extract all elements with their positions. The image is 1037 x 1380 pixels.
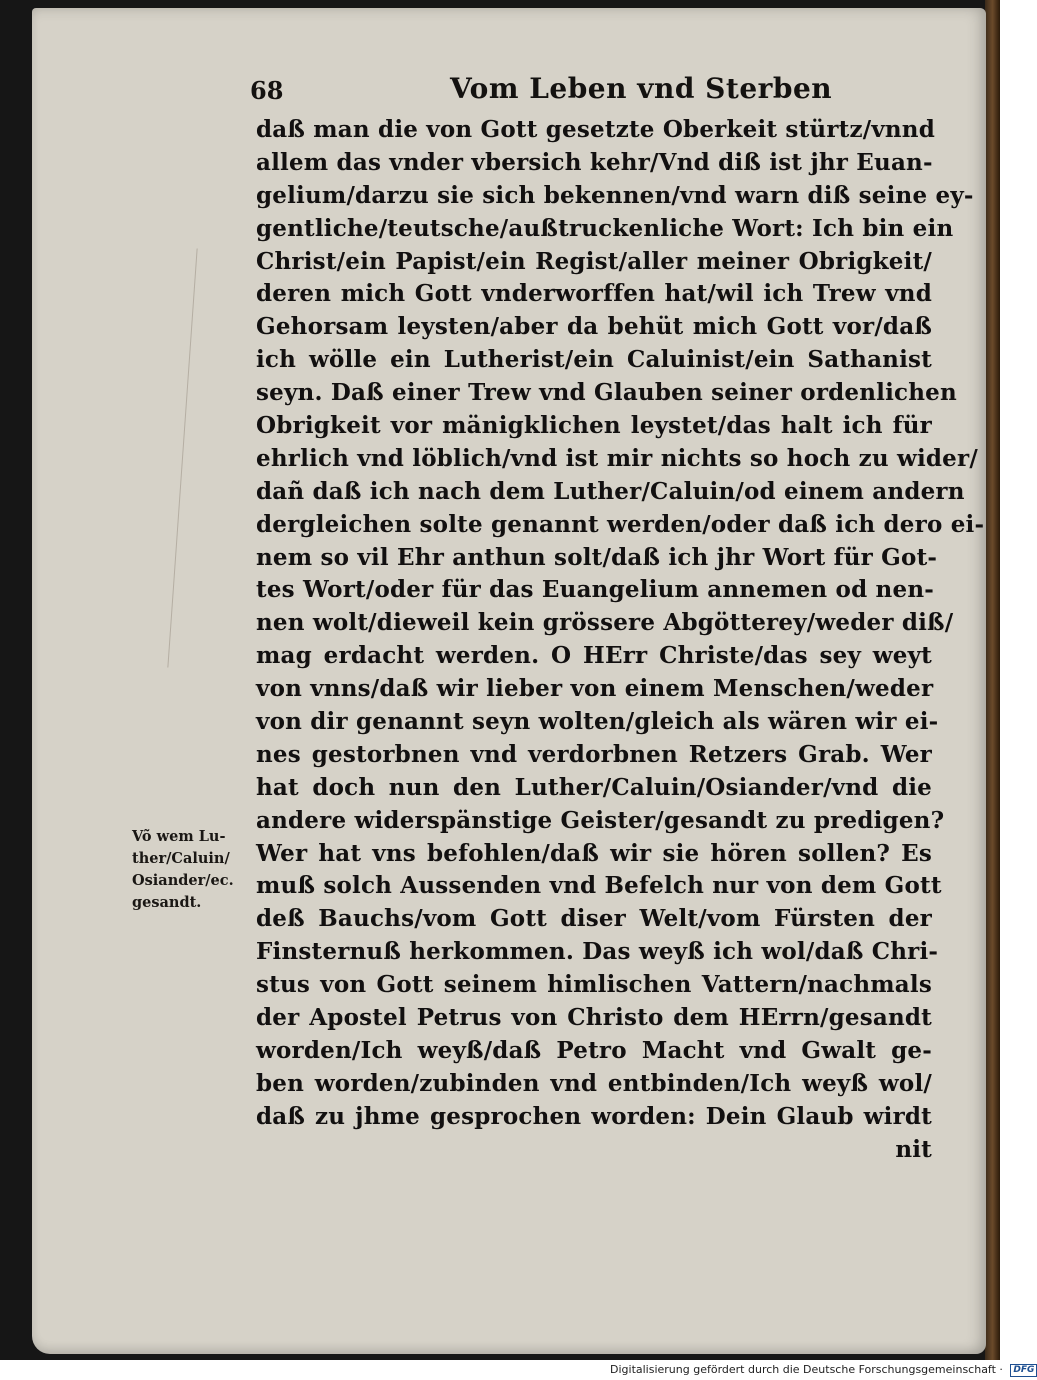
text-line: nen wolt/dieweil kein grössere Abgötterey/weder diß/ [256,609,954,637]
marginal-note [132,826,260,914]
digitization-credit [610,1362,1035,1378]
text-line: allem das vnder vbersich kehr/Vnd diß ist jhr Euan- [256,148,933,176]
page-header [250,72,940,112]
text-line: stus von Gott seinem himlischen Vattern/nachmals [256,971,932,999]
text-line: gelium/darzu sie sich bekennen/vnd warn diß seine ey- [256,181,974,209]
text-line: mag erdacht werden. O HErr Christe/das sey weyt [256,642,932,670]
credit-text: Digitalisierung gefördert durch die Deutsche Forschungsgemeinschaft · [610,1363,1003,1376]
text-line: muß solch Aussenden vnd Befelch nur von dem Gott [256,872,942,900]
text-line: dergleichen solte genannt werden/oder daß ich dero ei- [256,510,985,538]
marginal-note-line: gesandt. [132,894,202,911]
text-line: Finsternuß herkommen. Das weyß ich wol/daß Chri- [256,938,939,966]
text-line: Obrigkeit vor mänigklichen leystet/das halt ich für [256,412,932,440]
text-line: dañ daß ich nach dem Luther/Caluin/od einem andern [256,477,965,505]
marginal-note-line: Võ wem Lu- [132,828,226,845]
main-text-block [256,114,985,1167]
text-line: ehrlich vnd löblich/vnd ist mir nichts so hoch zu wider/ [256,444,978,472]
marginal-note-line: Osiander/ec. [132,872,234,889]
page-number: 68 [250,76,284,105]
marginal-note-line: ther/Caluin/ [132,850,230,867]
text-line: andere widerspänstige Geister/gesandt zu predigen? [256,806,945,834]
text-line: ich wölle ein Lutherist/ein Caluinist/ein Sathanist [256,346,932,374]
text-line: tes Wort/oder für das Euangelium annemen od nen- [256,576,934,604]
text-line: deren mich Gott vnderworffen hat/wil ich Trew vnd [256,280,932,308]
text-line: nem so vil Ehr anthun solt/daß ich jhr Wort für Got- [256,543,938,571]
text-line: nes gestorbnen vnd verdorbnen Retzers Grab. Wer [256,740,932,768]
text-line: hat doch nun den Luther/Caluin/Osiander/vnd die [256,773,932,801]
dfg-logo-icon: DFG [1010,1364,1037,1377]
text-line: von vnns/daß wir lieber von einem Menschen/weder [256,675,934,703]
text-line: worden/Ich weyß/daß Petro Macht vnd Gwalt ge- [256,1036,932,1064]
book-spine-edge [985,0,1000,1360]
page-crease [167,248,197,667]
text-line: Wer hat vns befohlen/daß wir sie hören sollen? Es [256,839,932,867]
text-line: von dir genannt seyn wolten/gleich als wären wir ei- [256,708,939,736]
text-line: seyn. Daß einer Trew vnd Glauben seiner ordenlichen [256,379,957,407]
catchword: nit [895,1135,932,1163]
text-line: deß Bauchs/vom Gott diser Welt/vom Fürsten der [256,905,932,933]
text-line: gentliche/teutsche/außtruckenliche Wort: Ich bin ein [256,214,954,242]
text-line: Christ/ein Papist/ein Regist/aller meiner Obrigkeit/ [256,247,932,275]
running-title: Vom Leben vnd Sterben [450,72,833,105]
text-line: der Apostel Petrus von Christo dem HErrn/gesandt [256,1004,932,1032]
text-line: Gehorsam leysten/aber da behüt mich Gott vor/daß [256,313,932,341]
text-line: daß man die von Gott gesetzte Oberkeit stürtz/vnnd [256,116,936,143]
text-line: ben worden/zubinden vnd entbinden/Ich weyß wol/ [256,1069,932,1097]
text-line: daß zu jhme gesprochen worden: Dein Glaub wirdt [256,1102,932,1130]
